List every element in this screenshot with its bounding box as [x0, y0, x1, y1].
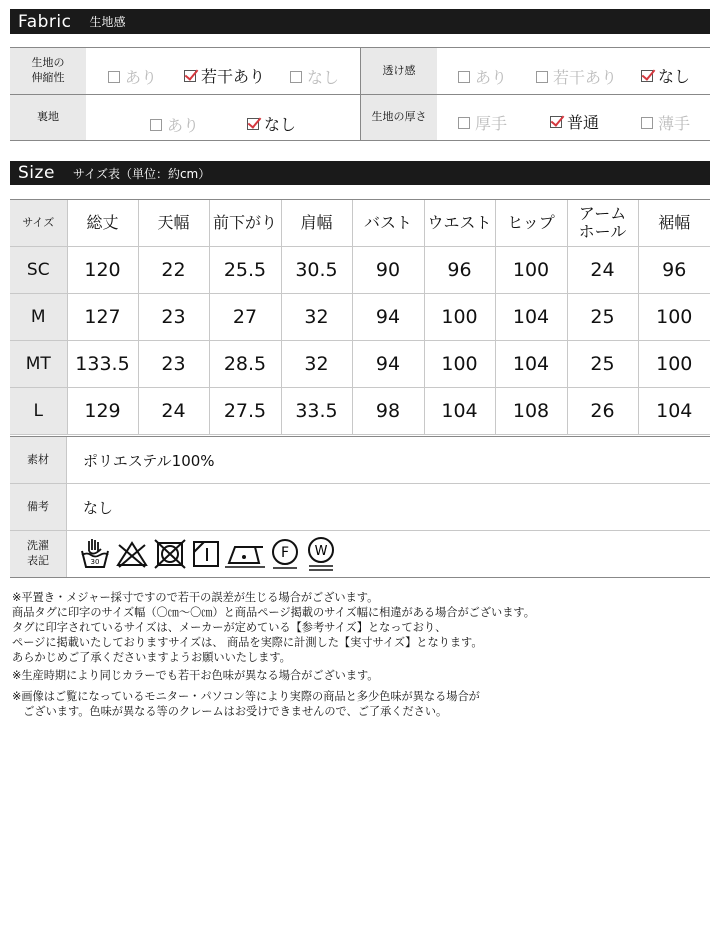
table-cell: 32 [281, 340, 352, 387]
table-cell: 127 [67, 293, 138, 340]
sheer-option-yes: あり [458, 65, 507, 88]
table-cell: 96 [424, 246, 495, 293]
thickness-label: 生地の厚さ [361, 95, 437, 140]
table-cell: 104 [424, 387, 495, 434]
remarks-value: なし [83, 498, 114, 517]
table-cell: 104 [495, 293, 567, 340]
note-line: ページに掲載いたしておりますサイズは、 商品を実際に計測した【実寸サイズ】となります。 [12, 636, 483, 649]
checkbox-icon [108, 71, 120, 83]
lining-option-no: なし [247, 112, 296, 135]
material-label: 素材 [10, 437, 67, 483]
table-cell: 133.5 [67, 340, 138, 387]
column-header: バスト [352, 200, 424, 246]
table-cell: 129 [67, 387, 138, 434]
note-line: ございます。色味が異なる等のクレームはお受けできませんので、ご了承ください。 [12, 705, 448, 718]
size-title: Size [18, 163, 55, 183]
table-cell: 25 [567, 293, 638, 340]
note-line: 商品タグに印字のサイズ幅（〇㎝～〇㎝）と商品ページ掲載のサイズ幅に相違がある場合がございます。 [12, 606, 535, 619]
table-cell: 108 [495, 387, 567, 434]
no-bleach-icon [115, 539, 149, 569]
thickness-option-thick: 厚手 [458, 111, 507, 134]
stretch-option-slight: 若干あり [184, 64, 265, 87]
remarks-row [10, 484, 710, 531]
table-cell: 23 [138, 293, 209, 340]
table-row [10, 340, 710, 387]
table-cell: 32 [281, 293, 352, 340]
column-header: 天幅 [138, 200, 209, 246]
lining-option-yes: あり [150, 113, 199, 136]
dry-clean-f-icon [269, 537, 301, 571]
table-cell: 104 [638, 387, 710, 434]
table-cell: 100 [638, 293, 710, 340]
fabric-subtitle: 生地感 [89, 15, 126, 29]
table-cell: 100 [424, 293, 495, 340]
checkbox-icon [536, 71, 548, 83]
table-cell: 28.5 [209, 340, 281, 387]
size-subtitle: サイズ表（単位：約cm） [72, 166, 211, 181]
column-header: 裾幅 [638, 200, 710, 246]
row-size-label: L [10, 387, 67, 434]
column-header: アーム ホール [567, 200, 638, 246]
column-header: 総丈 [67, 200, 138, 246]
table-cell: 94 [352, 340, 424, 387]
size-corner: サイズ [10, 200, 67, 246]
no-tumble-dry-icon [153, 538, 187, 570]
table-cell: 30.5 [281, 246, 352, 293]
svg-text:W: W [314, 544, 328, 559]
sheer-option-slight: 若干あり [536, 65, 617, 88]
wet-clean-w-icon [305, 536, 337, 572]
note-line: あらかじめご了承くださいますようお願いいたします。 [12, 651, 291, 664]
table-cell: 23 [138, 340, 209, 387]
notes [12, 590, 535, 719]
note-line: ※平置き・メジャー採寸ですので若干の誤差が生じる場合がございます。 [12, 591, 379, 604]
thickness-option-thin: 薄手 [641, 111, 690, 134]
remarks-label: 備考 [10, 484, 67, 530]
table-cell: 33.5 [281, 387, 352, 434]
table-cell: 120 [67, 246, 138, 293]
table-cell: 100 [638, 340, 710, 387]
table-cell: 22 [138, 246, 209, 293]
table-cell: 27 [209, 293, 281, 340]
checked-checkbox-icon [247, 118, 259, 130]
svg-text:F: F [280, 545, 290, 561]
stretch-label: 生地の 伸縮性 [10, 48, 86, 94]
table-cell: 25.5 [209, 246, 281, 293]
sheer-option-no: なし [641, 64, 690, 87]
note-line: ※画像はご覧になっているモニター・パソコン等により実際の商品と多少色味が異なる場合が [12, 690, 480, 703]
table-cell: 100 [424, 340, 495, 387]
table-cell: 100 [495, 246, 567, 293]
checkbox-icon [150, 119, 162, 131]
checkbox-icon [290, 71, 302, 83]
row-size-label: M [10, 293, 67, 340]
table-cell: 94 [352, 293, 424, 340]
row-size-label: MT [10, 340, 67, 387]
note-line: ※生産時期により同じカラーでも若干お色味が異なる場合がございます。 [12, 669, 379, 682]
note-line: タグに印字されているサイズは、メーカーが定めている【参考サイズ】となっており、 [12, 621, 447, 634]
checked-checkbox-icon [550, 116, 562, 128]
table-row [10, 387, 710, 434]
material-value: ポリエステル100% [83, 451, 215, 470]
row-size-label: SC [10, 246, 67, 293]
column-header: 肩幅 [281, 200, 352, 246]
thickness-option-normal: 普通 [550, 110, 599, 133]
hand-wash-icon [79, 537, 111, 571]
iron-low-icon [225, 539, 265, 569]
fabric-header [10, 9, 710, 34]
size-header [10, 161, 710, 185]
line-dry-shade-icon [191, 539, 221, 569]
checkbox-icon [458, 71, 470, 83]
care-label: 洗濯 表記 [10, 531, 67, 577]
table-cell: 27.5 [209, 387, 281, 434]
checked-checkbox-icon [641, 70, 653, 82]
stretch-option-no: なし [290, 65, 339, 88]
table-row [10, 246, 710, 293]
table-cell: 90 [352, 246, 424, 293]
table-cell: 24 [138, 387, 209, 434]
care-row [10, 531, 710, 578]
table-cell: 104 [495, 340, 567, 387]
lining-label: 裏地 [10, 95, 86, 140]
svg-text:30: 30 [90, 558, 100, 566]
column-header: ヒップ [495, 200, 567, 246]
fabric-table [10, 47, 710, 141]
table-cell: 25 [567, 340, 638, 387]
table-cell: 26 [567, 387, 638, 434]
table-row [10, 293, 710, 340]
care-icons [67, 531, 337, 577]
checkbox-icon [458, 117, 470, 129]
table-cell: 96 [638, 246, 710, 293]
checked-checkbox-icon [184, 70, 196, 82]
column-header: 前下がり [209, 200, 281, 246]
sheer-label: 透け感 [361, 48, 437, 94]
checkbox-icon [641, 117, 653, 129]
size-table-header [10, 200, 710, 246]
size-table [10, 199, 710, 435]
stretch-option-yes: あり [108, 65, 157, 88]
material-row [10, 437, 710, 484]
table-cell: 98 [352, 387, 424, 434]
fabric-title: Fabric [18, 11, 72, 32]
column-header: ウエスト [424, 200, 495, 246]
table-cell: 24 [567, 246, 638, 293]
